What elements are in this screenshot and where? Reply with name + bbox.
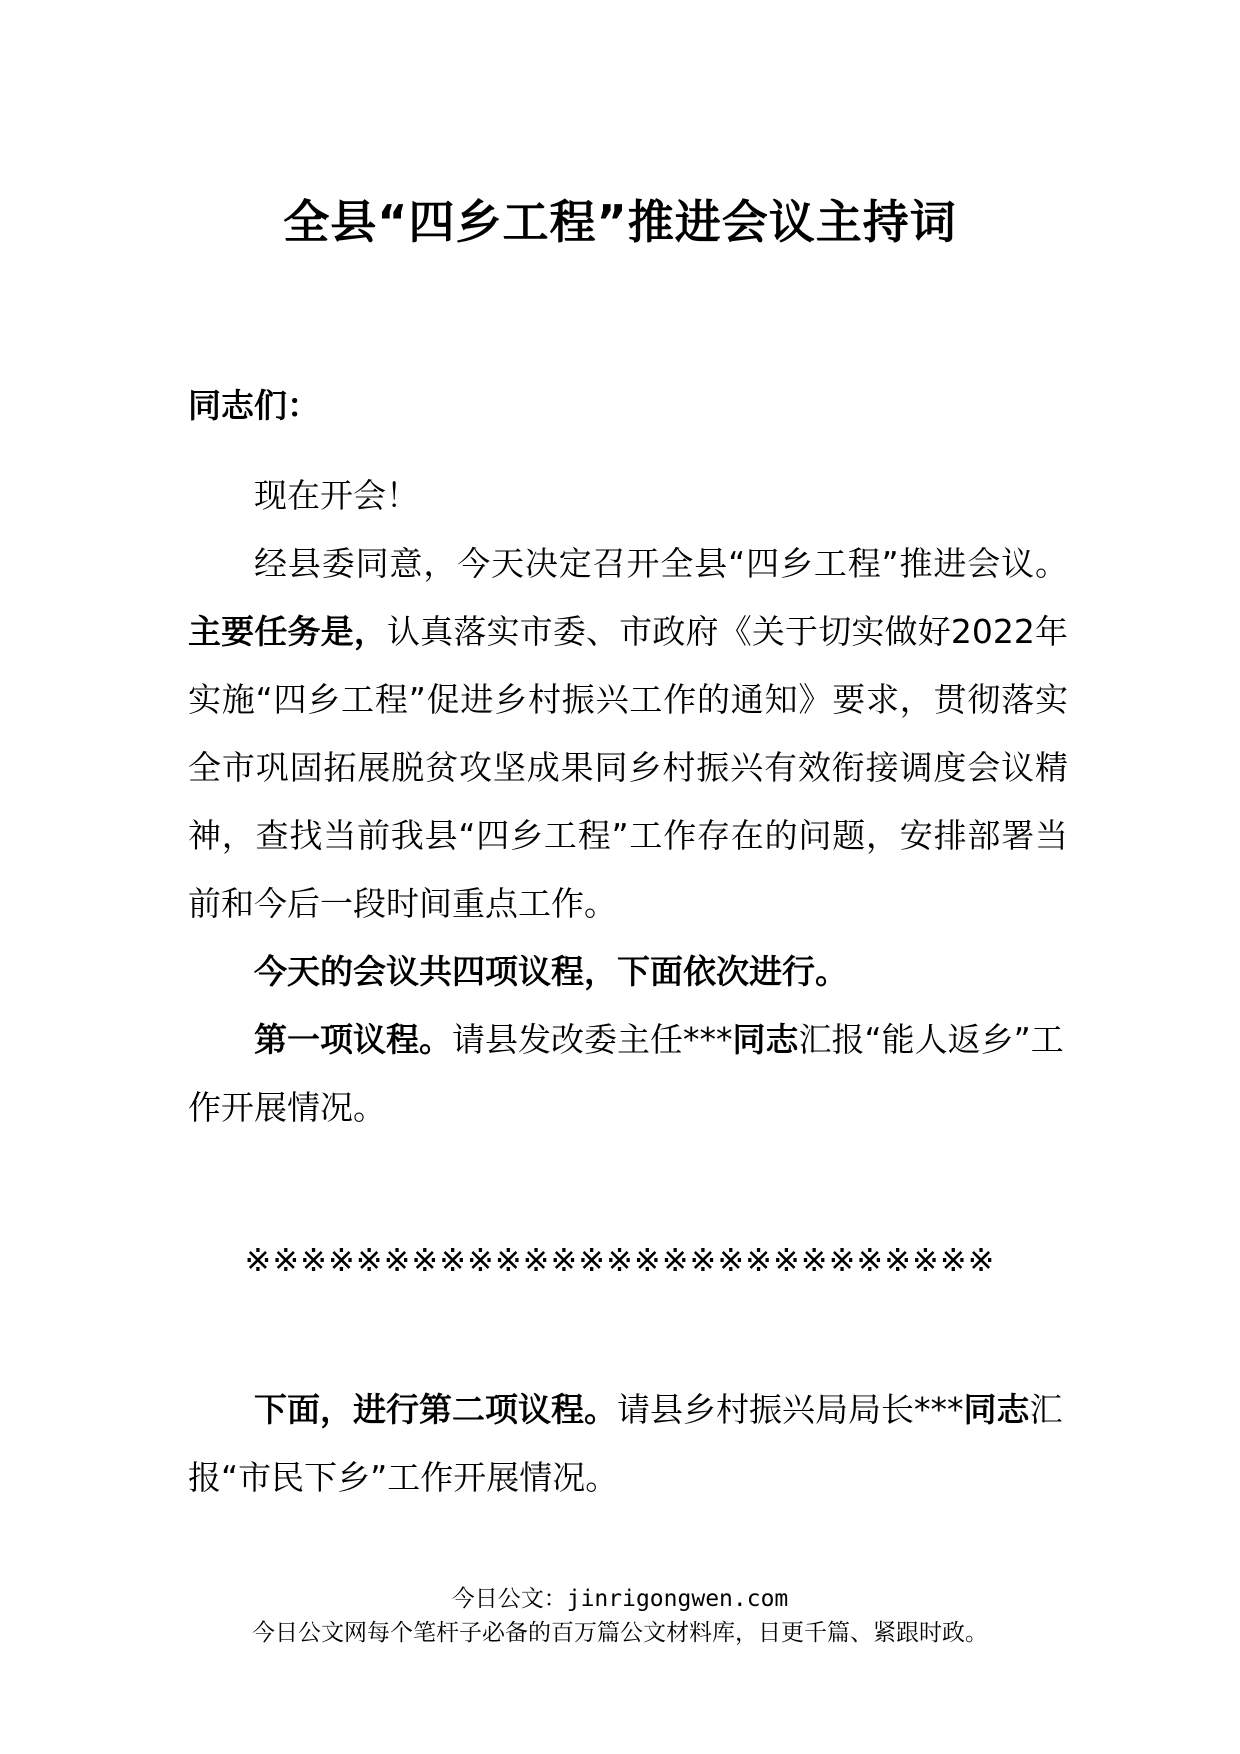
footer-tagline: 今日公文网每个笔杆子必备的百万篇公文材料库，日更千篇、紧跟时政。 — [252, 1620, 988, 1646]
footer-url-link[interactable]: jinrigongwen.com — [566, 1586, 789, 1612]
intro-paragraph — [188, 530, 1068, 938]
opening-text: 现在开会！ — [254, 476, 419, 515]
item2-bold-comrade: 同志 — [963, 1390, 1030, 1429]
agenda-overview-text: 今天的会议共四项议程，下面依次进行。 — [254, 952, 848, 991]
salutation: 同志们： — [188, 386, 320, 425]
document-title: 全县“四乡工程”推进会议主持词 — [283, 195, 957, 249]
footer-source-line — [0, 1582, 1240, 1616]
opening-paragraph — [188, 462, 1068, 530]
agenda-overview — [188, 938, 1068, 1006]
section-divider: ※※※※※※※※※※※※※※※※※※※※※※※※※※※ — [244, 1241, 996, 1279]
agenda-item-1 — [188, 1006, 1068, 1142]
item1-heading: 第一项议程。 — [254, 1020, 452, 1059]
item2-text-b: 汇报“市民下乡”工作开展情况。 — [188, 1390, 1063, 1497]
intro-line1: 经县委同意，今天决定召开全县“四乡工程”推进会议。 — [254, 544, 1068, 583]
intro-bold-lead: 主要任务是， — [188, 612, 388, 651]
item2-text-a: 请县乡村振兴局局长*** — [617, 1390, 964, 1429]
item1-text-b: 汇报“能人返乡”工作开展情况。 — [188, 1020, 1064, 1127]
footer-label: 今日公文： — [451, 1586, 567, 1612]
item1-bold-comrade: 同志 — [732, 1020, 799, 1059]
agenda-item-2 — [188, 1376, 1068, 1512]
item1-text-a: 请县发改委主任*** — [452, 1020, 733, 1059]
intro-rest: 认真落实市委、市政府《关于切实做好2022年实施“四乡工程”促进乡村振兴工作的通知》要求，贯彻落实全市巩固拓展脱贫攻坚成果同乡村振兴有效衔接调度会议精神，查找当前我县“四乡工程”工作存在的问题，安排部署当前和今后一段时间重点工作。 — [188, 612, 1069, 923]
page-footer — [0, 1582, 1240, 1650]
item2-heading: 下面，进行第二项议程。 — [254, 1390, 617, 1429]
